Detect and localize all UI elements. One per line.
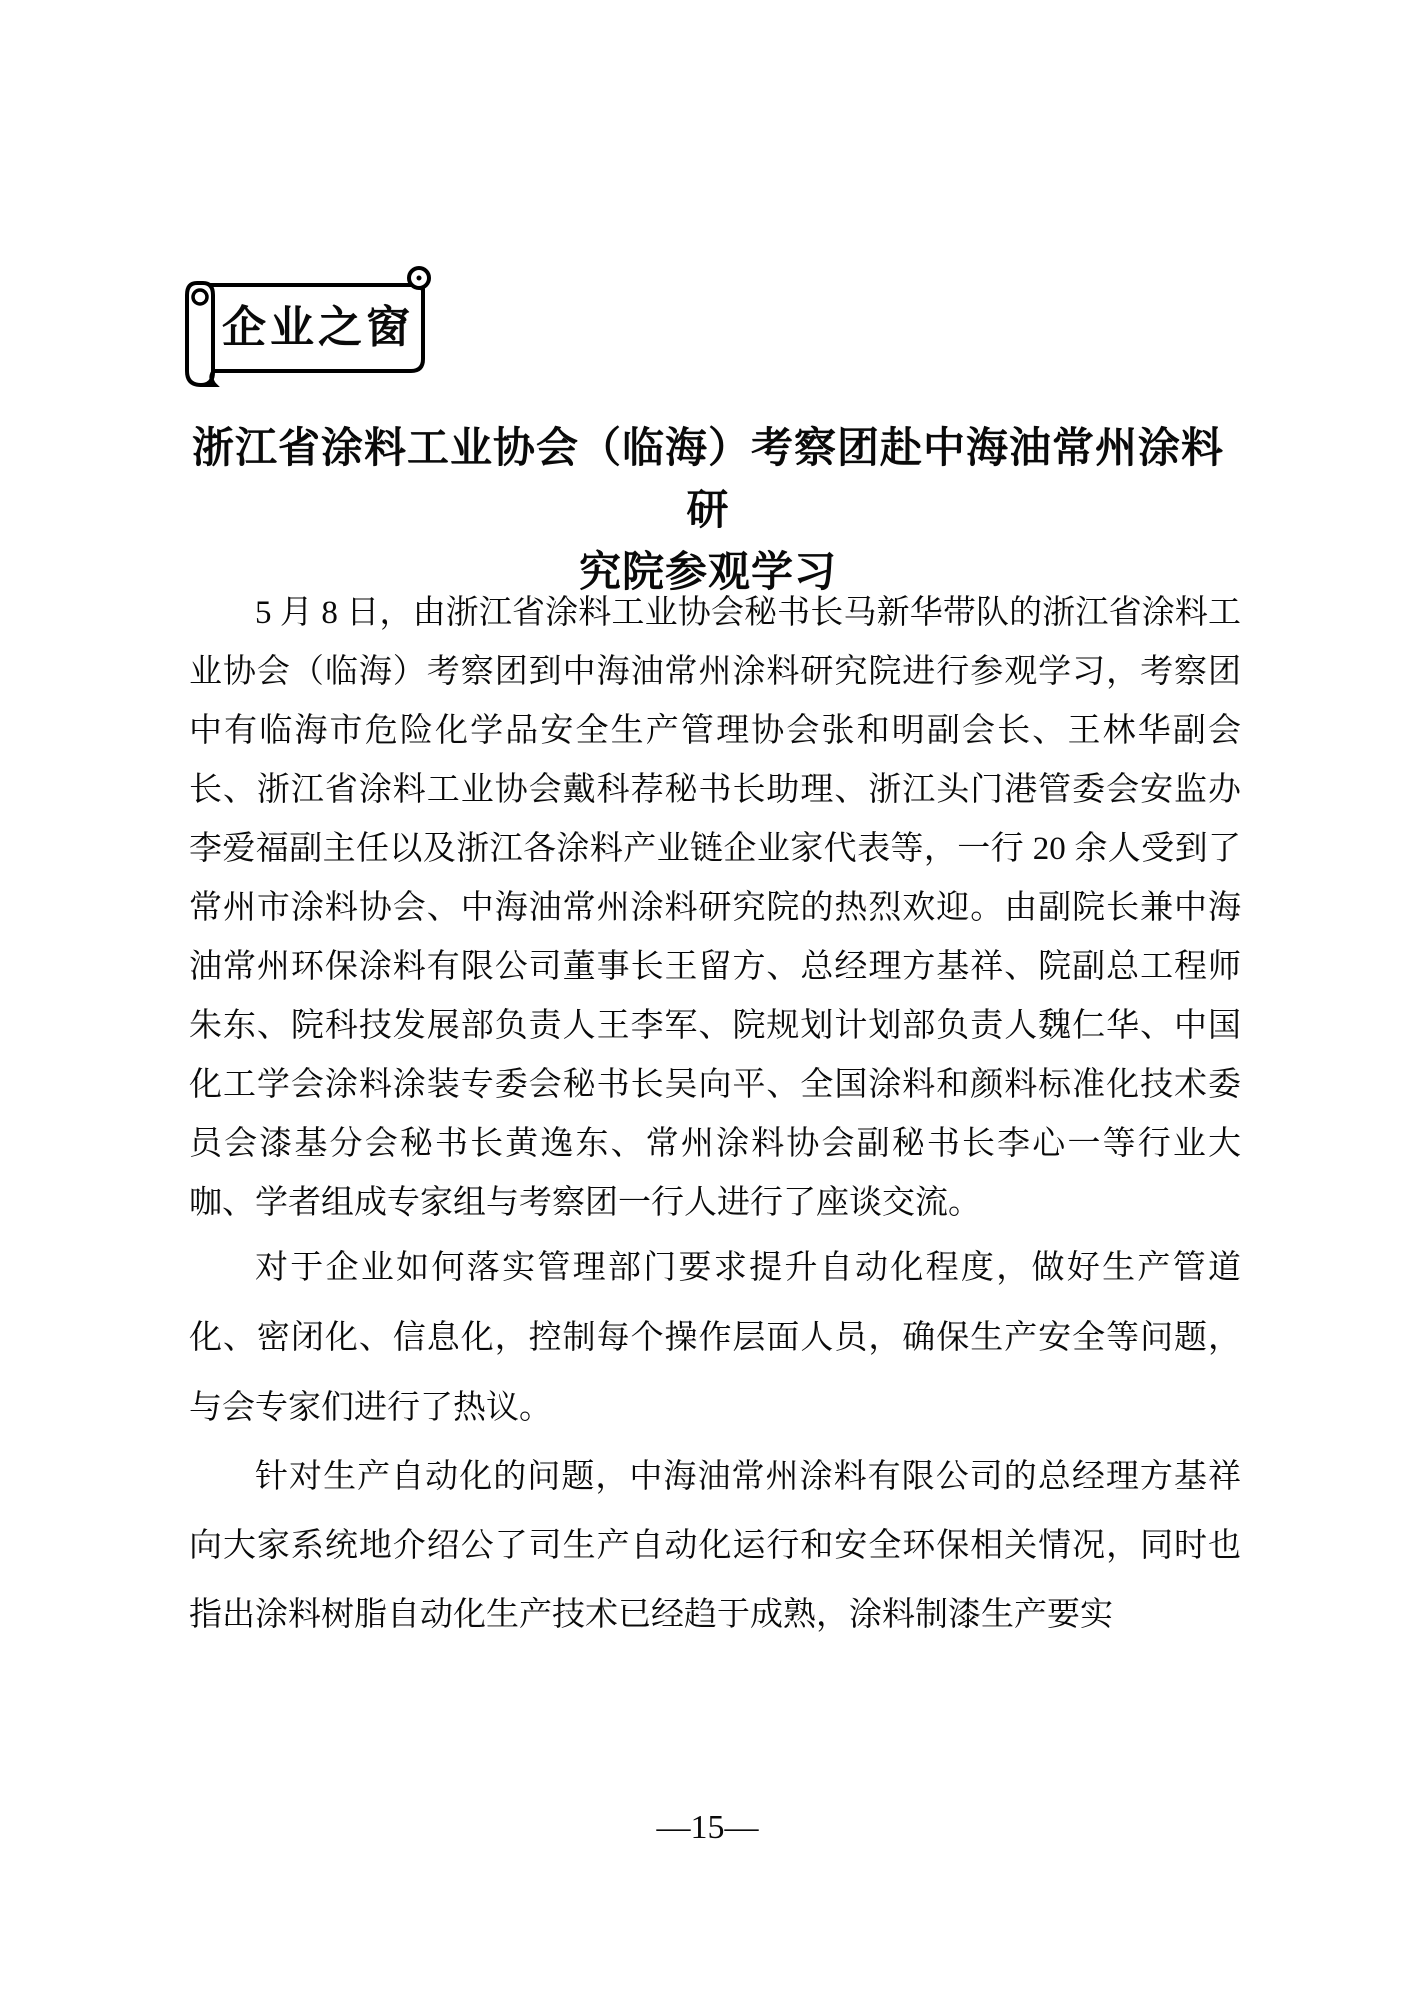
paragraph-3: 针对生产自动化的问题，中海油常州涂料有限公司的总经理方基祥向大家系统地介绍公了司生产自动化运行和安全环保相关情况，同时也指出涂料树脂自动化生产技术已经趋于成熟，涂料制漆生产要实 xyxy=(189,1459,1241,1633)
article-title-line-2: 究院参观学习 xyxy=(578,550,837,596)
paragraph-2: 对于企业如何落实管理部门要求提升自动化程度，做好生产管道化、密闭化、信息化，控制每个操作层面人员，确保生产安全等问题，与会专家们进行了热议。 xyxy=(189,1250,1241,1426)
page-number: —15— xyxy=(656,1809,759,1846)
paragraph-1: 5 月 8 日，由浙江省涂料工业协会秘书长马新华带队的浙江省涂料工业协会（临海）考察团到中海油常州涂料研究院进行参观学习，考察团中有临海市危险化学品安全生产管理协会张和明副会长、王林华副会长、浙江省涂料工业协会戴科荐秘书长助理、浙江头门港管委会安监办李爱福副主任以及浙江各涂料产业链企业家代表等，一行 20 余人受到了常州市涂料协会、中海油常州涂料研究院的热烈欢迎。由副院长兼中海油常州环保涂料有限公司董事长王留方、总经理方基祥、院副总工程师朱东、院科技发展部负责人王李军、院规划计划部负责人魏仁华、中国化工学会涂料涂装专委会秘书长吴向平、全国涂料和颜料标准化技术委员会漆基分会秘书长黄逸东、常州涂料协会副秘书长李心一等行业大咖、学者组成专家组与考察团一行人进行了座谈交流。 xyxy=(189,595,1241,1221)
banner-label: 企业之窗 xyxy=(222,303,414,352)
section-banner xyxy=(175,265,445,395)
article-title-line-1: 浙江省涂料工业协会（临海）考察团赴中海油常州涂料研 xyxy=(191,426,1224,534)
article-title xyxy=(182,418,1234,604)
article-body xyxy=(189,584,1241,1650)
